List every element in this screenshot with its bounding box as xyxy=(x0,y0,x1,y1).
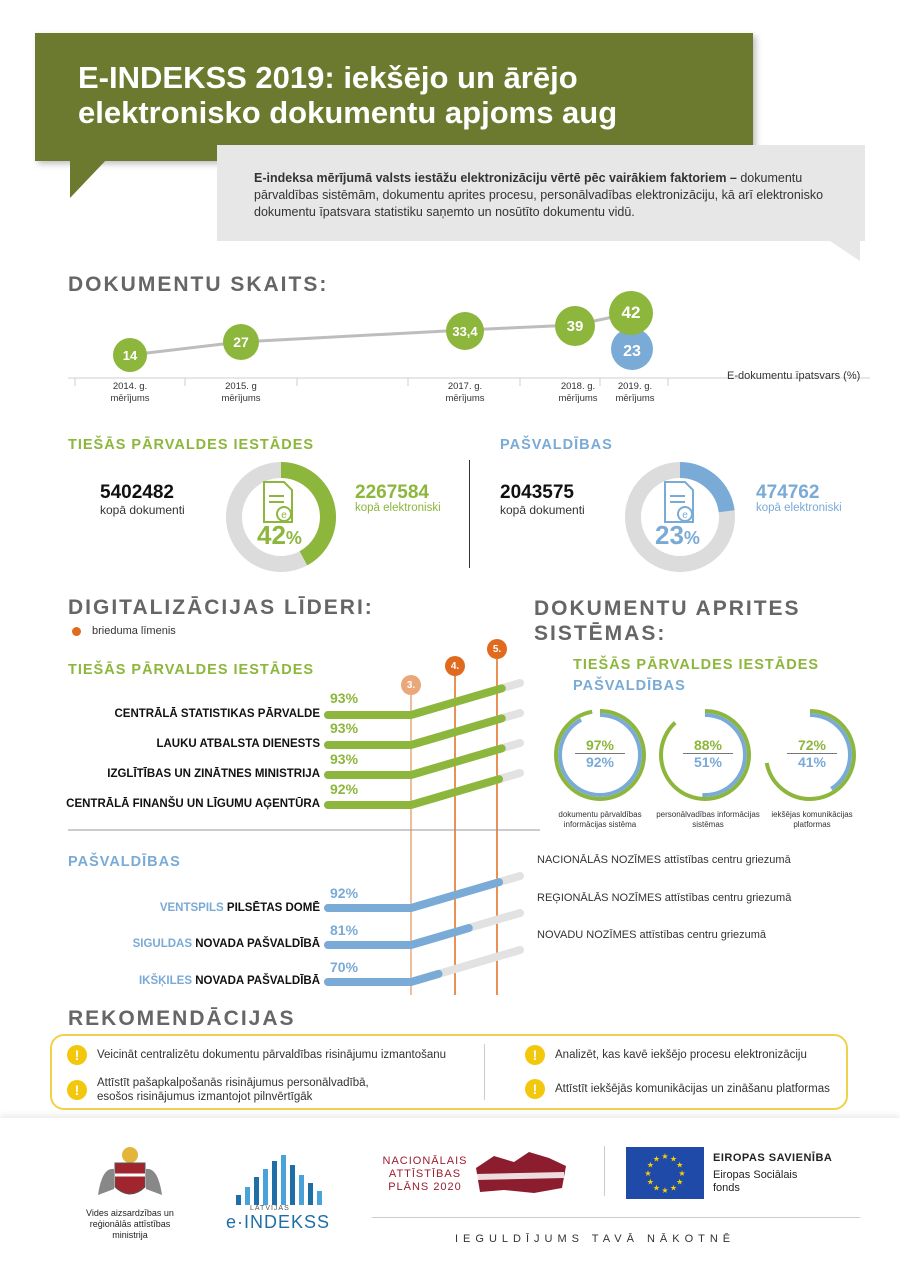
leaders-title: DIGITALIZĀCIJAS LĪDERI: xyxy=(68,596,374,619)
tick-2018: 2018. g. mērījums xyxy=(558,381,598,404)
direct-title: TIEŠĀS PĀRVALDES IESTĀDES xyxy=(68,437,315,453)
intro-tail xyxy=(830,241,860,261)
eindex-bar xyxy=(290,1165,295,1205)
eindex-bar xyxy=(281,1155,286,1205)
muni-pct-1: 81% xyxy=(330,922,359,938)
ring-0-values: 97% 92% xyxy=(555,737,645,770)
eu-star: ★ xyxy=(646,1177,654,1187)
direct-electronic-label: kopā elektroniski xyxy=(355,502,441,514)
eindex-bar xyxy=(317,1191,322,1205)
footer-line xyxy=(372,1217,860,1218)
ring-0-label: dokumentu pārvaldības informācijas sistēma xyxy=(558,810,642,829)
municipal-donut xyxy=(621,458,739,576)
eu-star: ★ xyxy=(644,1169,652,1178)
intro-bold: E-indeksa mērījumā valsts iestāžu elektronizāciju vērtē pēc vairākiem faktoriem – xyxy=(254,171,737,185)
bubble-2018: 39 xyxy=(555,306,595,346)
group-regional: REĢIONĀLĀS NOZĪMES attīstības centru griezumā xyxy=(537,892,792,904)
eu-star: ★ xyxy=(669,1154,678,1164)
svg-text:e: e xyxy=(682,510,688,521)
document-icon xyxy=(264,482,292,522)
direct-label-0: CENTRĀLĀ STATISTIKAS PĀRVALDE xyxy=(114,708,320,720)
recs-title: REKOMENDĀCIJAS xyxy=(68,1007,296,1030)
eindex-bar xyxy=(245,1187,250,1205)
eindex-bar xyxy=(272,1161,277,1205)
bubble-2019: 42 xyxy=(609,291,653,335)
share-label: E-dokumentu īpatsvars (%) xyxy=(727,370,861,382)
tick-2019: 2019. g. mērījums xyxy=(615,381,655,404)
ring-1-label: personālvadības informācijas sistēmas xyxy=(656,810,760,829)
systems-title: DOKUMENTU APRITES SISTĒMAS: xyxy=(534,597,801,645)
eu-star: ★ xyxy=(652,1154,661,1164)
systems-legend-direct: TIEŠĀS PĀRVALDES IESTĀDES xyxy=(573,657,820,673)
nap-text: NACIONĀLAIS ATTĪSTĪBAS PLĀNS 2020 xyxy=(382,1155,468,1193)
eu-star: ★ xyxy=(661,1186,669,1195)
eindex-bar xyxy=(254,1177,259,1205)
group-county: NOVADU NOZĪMES attīstības centru griezumā xyxy=(537,929,767,941)
warning-icon: ! xyxy=(525,1045,545,1065)
tick-2017: 2017. g. mērījums xyxy=(445,381,485,404)
warning-icon: ! xyxy=(67,1045,87,1065)
tick-2014: 2014. g. mērījums xyxy=(110,381,150,404)
eu-star: ★ xyxy=(678,1169,686,1178)
eu-flag-icon xyxy=(626,1147,704,1199)
page-title: E-INDEKSS 2019: iekšējo un ārējo elektronisko dokumentu apjoms aug xyxy=(78,60,618,130)
warning-icon: ! xyxy=(67,1080,87,1100)
direct-pct-0: 93% xyxy=(330,690,359,706)
direct-percent: 42% xyxy=(257,520,302,550)
bubble-2017: 33,4 xyxy=(446,312,484,350)
ring-2-label: iekšējas komunikācijas platformas xyxy=(771,810,853,829)
eu-star: ★ xyxy=(646,1160,654,1170)
document-icon xyxy=(665,482,693,522)
eindex-bar xyxy=(236,1195,241,1205)
eu-star: ★ xyxy=(676,1177,684,1187)
bubble-2019-share: 23 xyxy=(611,328,653,370)
direct-label-1: LAUKU ATBALSTA DIENESTS xyxy=(156,738,320,750)
footer-divider xyxy=(604,1146,605,1196)
eu-star: ★ xyxy=(669,1183,678,1193)
muni-label-0: VENTSPILS PILSĒTAS DOMĒ xyxy=(159,902,320,914)
level-5-marker: 5. xyxy=(487,639,507,659)
direct-total: 5402482 xyxy=(100,482,174,503)
slogan: IEGULDĪJUMS TAVĀ NĀKOTNĒ xyxy=(455,1233,736,1245)
direct-label-2: IZGLĪTĪBAS UN ZINĀTNES MINISTRIJA xyxy=(107,768,320,780)
eu-star: ★ xyxy=(676,1160,684,1170)
tick-2015: 2015. g mērījums xyxy=(221,381,261,404)
municipal-total: 2043575 xyxy=(500,482,574,503)
leaders-municipal-title: PAŠVALDĪBAS xyxy=(68,854,181,870)
ring-1-values: 88% 51% xyxy=(663,737,753,770)
rec-item-3: ! Attīstīt iekšējās komunikācijas un zināšanu platformas xyxy=(525,1079,845,1099)
intro-text xyxy=(254,170,854,221)
systems-legend-municipal: PAŠVALDĪBAS xyxy=(573,678,686,694)
eindex-big: e·INDEKSS xyxy=(226,1212,331,1232)
rec-item-0: ! Veicināt centralizētu dokumentu pārvaldības risinājumu izmantošanu xyxy=(67,1045,467,1065)
eindex-bar xyxy=(308,1183,313,1205)
ring-2-values: 72% 41% xyxy=(767,737,857,770)
rec-item-1: ! Attīstīt pašapkalpošanās risinājumus personālvadībā, esošos risinājumus izmantojot pilnvērtīgāk xyxy=(67,1076,397,1104)
leaders-direct-title: TIEŠĀS PĀRVALDES IESTĀDES xyxy=(68,662,315,678)
eindex-bar xyxy=(263,1169,268,1205)
muni-label-2: IKŠĶILES NOVADA PAŠVALDĪBĀ xyxy=(138,975,320,987)
eu-title: EIROPAS SAVIENĪBA xyxy=(713,1152,833,1164)
direct-pct-2: 93% xyxy=(330,751,359,767)
eu-star: ★ xyxy=(661,1152,669,1161)
header-tail xyxy=(70,158,108,198)
doc-count-title: DOKUMENTU SKAITS: xyxy=(68,273,329,296)
municipal-total-label: kopā dokumenti xyxy=(500,503,585,517)
municipal-title: PAŠVALDĪBAS xyxy=(500,437,613,453)
muni-bar-2 xyxy=(328,974,439,982)
direct-electronic: 2267584 xyxy=(355,482,429,503)
direct-total-label: kopā dokumenti xyxy=(100,503,185,517)
bubble-2014: 14 xyxy=(113,338,147,372)
group-national: NACIONĀLĀS NOZĪMES attīstības centru griezumā xyxy=(537,854,791,866)
eindex-small: LATVIJAS xyxy=(250,1205,290,1212)
rec-item-2: ! Analizēt, kas kavē iekšējo procesu elektronizāciju xyxy=(525,1045,845,1065)
eu-sub: Eiropas Sociālais fonds xyxy=(713,1169,798,1194)
ministry-name: Vides aizsardzības un reģionālās attīstības ministrija xyxy=(86,1208,174,1240)
level-3-marker: 3. xyxy=(401,675,421,695)
direct-pct-3: 92% xyxy=(330,781,359,797)
municipal-percent: 23% xyxy=(655,520,700,550)
recs-divider xyxy=(484,1044,485,1100)
level-4-marker: 4. xyxy=(445,656,465,676)
eindex-bar xyxy=(299,1175,304,1205)
warning-icon: ! xyxy=(525,1079,545,1099)
maturity-legend: brieduma līmenis xyxy=(92,625,176,637)
bubble-2015: 27 xyxy=(223,324,259,360)
divider xyxy=(469,460,470,568)
direct-pct-1: 93% xyxy=(330,720,359,736)
muni-label-1: SIGULDAS NOVADA PAŠVALDĪBĀ xyxy=(132,938,320,950)
direct-label-3: CENTRĀLĀ FINANŠU UN LĪGUMU AĢENTŪRA xyxy=(66,798,320,810)
svg-text:e: e xyxy=(281,510,287,521)
municipal-electronic-label: kopā elektroniski xyxy=(756,502,842,514)
eu-star: ★ xyxy=(652,1183,661,1193)
direct-donut xyxy=(222,458,340,576)
coat-of-arms-logo xyxy=(90,1145,170,1205)
muni-pct-0: 92% xyxy=(330,885,359,901)
municipal-electronic: 474762 xyxy=(756,482,820,503)
intro-rest: dokumentu pārvaldības sistēmām, dokumentu aprites procesu, personālvadības elektronizāciju, kā arī elektronisko dokumentu īpatsvara statistiku saņemto un nosūtīto dokumentu vidū. xyxy=(254,171,824,219)
latvia-map-logo xyxy=(474,1148,569,1198)
muni-pct-2: 70% xyxy=(330,959,359,975)
